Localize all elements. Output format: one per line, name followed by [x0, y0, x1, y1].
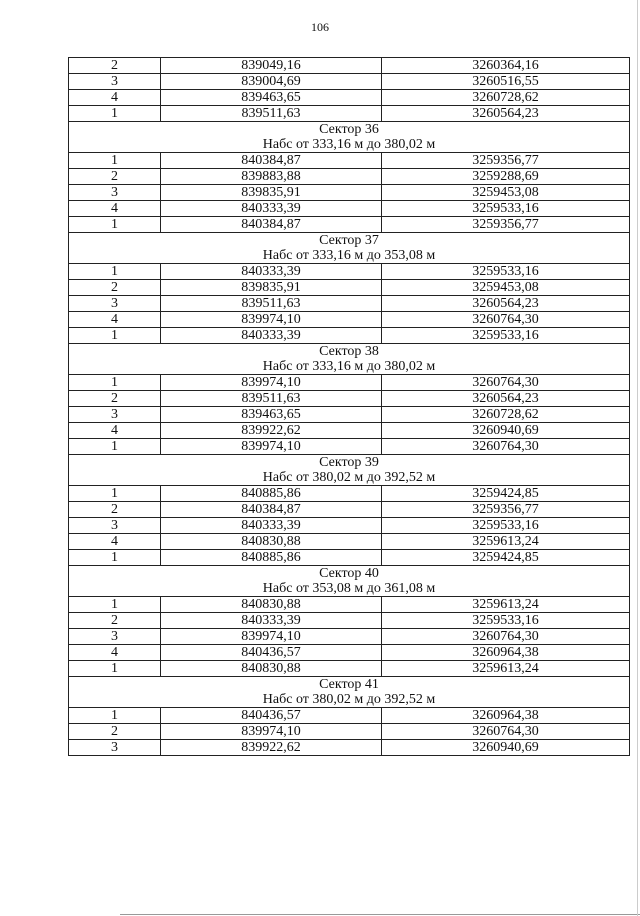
- point-number-cell: 1: [69, 106, 161, 122]
- point-number-cell: 2: [69, 280, 161, 296]
- table-row: [69, 90, 630, 106]
- y-coordinate-cell: 3259453,08: [382, 280, 630, 296]
- x-coordinate-cell: 839974,10: [161, 629, 382, 645]
- x-coordinate-cell: 839974,10: [161, 312, 382, 328]
- bottom-edge-line: [120, 914, 640, 915]
- point-number-cell: 3: [69, 407, 161, 423]
- y-coordinate-cell: 3260564,23: [382, 391, 630, 407]
- sector-title: Сектор 38: [69, 344, 630, 360]
- point-number-cell: 3: [69, 74, 161, 90]
- sector-title-row: [69, 455, 630, 471]
- x-coordinate-cell: 839835,91: [161, 280, 382, 296]
- table-row: [69, 407, 630, 423]
- point-number-cell: 2: [69, 169, 161, 185]
- table-row: [69, 296, 630, 312]
- sector-range-row: [69, 581, 630, 597]
- sector-altitude-range: Набс от 353,08 м до 361,08 м: [69, 581, 630, 597]
- point-number-cell: 3: [69, 518, 161, 534]
- y-coordinate-cell: 3260764,30: [382, 312, 630, 328]
- sector-altitude-range: Набс от 333,16 м до 380,02 м: [69, 137, 630, 153]
- x-coordinate-cell: 840333,39: [161, 264, 382, 280]
- point-number-cell: 3: [69, 296, 161, 312]
- point-number-cell: 1: [69, 708, 161, 724]
- sector-title: Сектор 41: [69, 677, 630, 693]
- point-number-cell: 1: [69, 439, 161, 455]
- table-row: [69, 613, 630, 629]
- y-coordinate-cell: 3260940,69: [382, 423, 630, 439]
- y-coordinate-cell: 3260764,30: [382, 439, 630, 455]
- y-coordinate-cell: 3259288,69: [382, 169, 630, 185]
- x-coordinate-cell: 840830,88: [161, 534, 382, 550]
- table-row: [69, 597, 630, 613]
- x-coordinate-cell: 839004,69: [161, 74, 382, 90]
- coordinates-table-body: [69, 58, 630, 756]
- x-coordinate-cell: 839974,10: [161, 375, 382, 391]
- y-coordinate-cell: 3259356,77: [382, 153, 630, 169]
- y-coordinate-cell: 3260964,38: [382, 708, 630, 724]
- sector-range-row: [69, 248, 630, 264]
- point-number-cell: 1: [69, 486, 161, 502]
- x-coordinate-cell: 840333,39: [161, 201, 382, 217]
- table-row: [69, 486, 630, 502]
- table-row: [69, 328, 630, 344]
- table-row: [69, 439, 630, 455]
- y-coordinate-cell: 3259424,85: [382, 550, 630, 566]
- y-coordinate-cell: 3259533,16: [382, 201, 630, 217]
- x-coordinate-cell: 839974,10: [161, 439, 382, 455]
- coordinates-table: [68, 57, 630, 756]
- point-number-cell: 2: [69, 613, 161, 629]
- table-row: [69, 661, 630, 677]
- y-coordinate-cell: 3259533,16: [382, 613, 630, 629]
- x-coordinate-cell: 839049,16: [161, 58, 382, 74]
- y-coordinate-cell: 3260728,62: [382, 90, 630, 106]
- y-coordinate-cell: 3259533,16: [382, 328, 630, 344]
- sector-range-row: [69, 692, 630, 708]
- table-row: [69, 708, 630, 724]
- x-coordinate-cell: 839883,88: [161, 169, 382, 185]
- x-coordinate-cell: 839511,63: [161, 106, 382, 122]
- table-row: [69, 312, 630, 328]
- table-row: [69, 264, 630, 280]
- table-row: [69, 106, 630, 122]
- y-coordinate-cell: 3259356,77: [382, 217, 630, 233]
- x-coordinate-cell: 839511,63: [161, 296, 382, 312]
- table-row: [69, 724, 630, 740]
- sector-title: Сектор 39: [69, 455, 630, 471]
- point-number-cell: 2: [69, 58, 161, 74]
- point-number-cell: 1: [69, 328, 161, 344]
- sector-range-row: [69, 359, 630, 375]
- x-coordinate-cell: 840436,57: [161, 645, 382, 661]
- table-row: [69, 645, 630, 661]
- table-row: [69, 629, 630, 645]
- point-number-cell: 1: [69, 375, 161, 391]
- x-coordinate-cell: 840830,88: [161, 661, 382, 677]
- x-coordinate-cell: 840830,88: [161, 597, 382, 613]
- point-number-cell: 1: [69, 153, 161, 169]
- x-coordinate-cell: 840885,86: [161, 550, 382, 566]
- sector-title: Сектор 40: [69, 566, 630, 582]
- point-number-cell: 1: [69, 550, 161, 566]
- x-coordinate-cell: 840384,87: [161, 217, 382, 233]
- table-row: [69, 550, 630, 566]
- table-row: [69, 534, 630, 550]
- y-coordinate-cell: 3260564,23: [382, 296, 630, 312]
- y-coordinate-cell: 3260728,62: [382, 407, 630, 423]
- sector-altitude-range: Набс от 333,16 м до 380,02 м: [69, 359, 630, 375]
- x-coordinate-cell: 840436,57: [161, 708, 382, 724]
- sector-altitude-range: Набс от 380,02 м до 392,52 м: [69, 692, 630, 708]
- table-row: [69, 518, 630, 534]
- sector-title: Сектор 36: [69, 122, 630, 138]
- y-coordinate-cell: 3260940,69: [382, 740, 630, 756]
- table-row: [69, 169, 630, 185]
- point-number-cell: 1: [69, 661, 161, 677]
- table-row: [69, 375, 630, 391]
- point-number-cell: 3: [69, 740, 161, 756]
- y-coordinate-cell: 3260564,23: [382, 106, 630, 122]
- y-coordinate-cell: 3259613,24: [382, 661, 630, 677]
- table-row: [69, 217, 630, 233]
- x-coordinate-cell: 840384,87: [161, 502, 382, 518]
- y-coordinate-cell: 3259533,16: [382, 518, 630, 534]
- sector-range-row: [69, 137, 630, 153]
- y-coordinate-cell: 3260764,30: [382, 375, 630, 391]
- y-coordinate-cell: 3260964,38: [382, 645, 630, 661]
- point-number-cell: 2: [69, 391, 161, 407]
- x-coordinate-cell: 839835,91: [161, 185, 382, 201]
- point-number-cell: 4: [69, 423, 161, 439]
- point-number-cell: 4: [69, 201, 161, 217]
- point-number-cell: 3: [69, 629, 161, 645]
- y-coordinate-cell: 3259356,77: [382, 502, 630, 518]
- x-coordinate-cell: 840384,87: [161, 153, 382, 169]
- y-coordinate-cell: 3259533,16: [382, 264, 630, 280]
- table-row: [69, 280, 630, 296]
- table-row: [69, 391, 630, 407]
- x-coordinate-cell: 839922,62: [161, 740, 382, 756]
- y-coordinate-cell: 3260516,55: [382, 74, 630, 90]
- y-coordinate-cell: 3259424,85: [382, 486, 630, 502]
- x-coordinate-cell: 840333,39: [161, 613, 382, 629]
- y-coordinate-cell: 3260764,30: [382, 724, 630, 740]
- point-number-cell: 1: [69, 264, 161, 280]
- sector-altitude-range: Набс от 380,02 м до 392,52 м: [69, 470, 630, 486]
- x-coordinate-cell: 840333,39: [161, 518, 382, 534]
- page-number: 106: [311, 20, 329, 34]
- x-coordinate-cell: 839922,62: [161, 423, 382, 439]
- sector-title-row: [69, 122, 630, 138]
- point-number-cell: 1: [69, 597, 161, 613]
- point-number-cell: 1: [69, 217, 161, 233]
- table-row: [69, 740, 630, 756]
- table-row: [69, 58, 630, 74]
- table-row: [69, 185, 630, 201]
- y-coordinate-cell: 3260764,30: [382, 629, 630, 645]
- point-number-cell: 3: [69, 185, 161, 201]
- sector-title-row: [69, 677, 630, 693]
- y-coordinate-cell: 3260364,16: [382, 58, 630, 74]
- x-coordinate-cell: 839463,65: [161, 407, 382, 423]
- table-row: [69, 502, 630, 518]
- point-number-cell: 4: [69, 534, 161, 550]
- x-coordinate-cell: 839463,65: [161, 90, 382, 106]
- x-coordinate-cell: 840333,39: [161, 328, 382, 344]
- y-coordinate-cell: 3259613,24: [382, 534, 630, 550]
- x-coordinate-cell: 839974,10: [161, 724, 382, 740]
- point-number-cell: 4: [69, 312, 161, 328]
- sector-title: Сектор 37: [69, 233, 630, 249]
- x-coordinate-cell: 840885,86: [161, 486, 382, 502]
- right-edge-line: [637, 0, 638, 916]
- sector-range-row: [69, 470, 630, 486]
- table-row: [69, 74, 630, 90]
- table-row: [69, 153, 630, 169]
- x-coordinate-cell: 839511,63: [161, 391, 382, 407]
- sector-title-row: [69, 233, 630, 249]
- sector-altitude-range: Набс от 333,16 м до 353,08 м: [69, 248, 630, 264]
- y-coordinate-cell: 3259613,24: [382, 597, 630, 613]
- sector-title-row: [69, 566, 630, 582]
- y-coordinate-cell: 3259453,08: [382, 185, 630, 201]
- point-number-cell: 4: [69, 645, 161, 661]
- sector-title-row: [69, 344, 630, 360]
- point-number-cell: 2: [69, 724, 161, 740]
- point-number-cell: 4: [69, 90, 161, 106]
- table-row: [69, 423, 630, 439]
- table-row: [69, 201, 630, 217]
- point-number-cell: 2: [69, 502, 161, 518]
